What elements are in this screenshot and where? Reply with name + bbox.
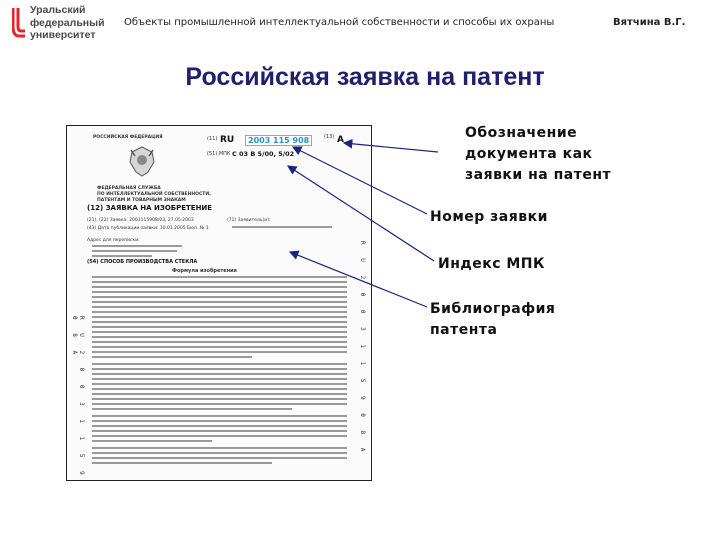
course-title: Объекты промышленной интеллектуальной собственности и способы их охраны — [124, 17, 555, 28]
agency-line-3: ПАТЕНТАМ И ТОВАРНЫМ ЗНАКАМ — [97, 198, 186, 203]
logo-line-3: университет — [30, 29, 96, 41]
document-type: (12) ЗАЯВКА НА ИЗОБРЕТЕНИЕ — [87, 204, 213, 212]
arrow-to-application-number — [293, 147, 427, 214]
kind-inid: (13) — [324, 134, 335, 140]
slide-title: Российская заявка на патент — [185, 63, 545, 91]
agency-line-2: ПО ИНТЕЛЛЕКТУАЛЬНОЙ СОБСТВЕННОСТИ, — [97, 192, 211, 197]
label-bibliography-line-1: Библиография — [430, 301, 556, 317]
author-name: Вятчина В.Г. — [613, 17, 686, 28]
label-designation-line-2: документа как — [465, 146, 593, 162]
publication-line: (43) Дата публикации заявки: 10.01.2005 Бюл. № 1 — [87, 226, 209, 231]
logo-line-2: федеральный — [30, 16, 105, 29]
country-code: RU — [220, 135, 235, 145]
label-ipc-index: Индекс МПК — [438, 256, 545, 272]
claims-header: Формула изобретения — [172, 268, 237, 274]
applicant-label: (71) Заявитель(и): — [227, 218, 271, 223]
ipc-index: C 03 B 5/00, 5/02 — [232, 150, 295, 158]
ipc-inid: (51) МПК — [207, 151, 231, 157]
label-bibliography-line-2: патента — [430, 322, 498, 338]
label-designation-line-3: заявки на патент — [465, 167, 612, 183]
label-designation-line-1: Обозначение — [465, 125, 578, 141]
logo-line-1: Уральский — [30, 4, 86, 16]
invention-title: (54) СПОСОБ ПРОИЗВОДСТВА СТЕКЛА — [87, 259, 198, 265]
application-line: (21), (22) Заявка: 2003115908/03, 27.05.2003 — [87, 218, 194, 223]
address-label: Адрес для переписки: — [87, 238, 140, 243]
left-margin-code: R U 2 0 0 3 1 1 5 9 0 8 A — [71, 316, 85, 480]
application-number: 2003 115 908 — [245, 135, 312, 146]
right-margin-code: R U 2 0 0 3 1 1 5 9 0 8 A — [359, 241, 366, 457]
arrow-to-ipc-index — [288, 166, 434, 261]
kind-code: A — [337, 135, 344, 145]
agency-line-1: ФЕДЕРАЛЬНАЯ СЛУЖБА — [97, 186, 161, 191]
office-name: РОССИЙСКАЯ ФЕДЕРАЦИЯ — [93, 135, 163, 140]
arrow-to-kind-code — [344, 143, 438, 152]
country-inid: (11) — [207, 136, 218, 142]
label-application-number: Номер заявки — [430, 209, 548, 225]
arrow-to-bibliography — [290, 252, 427, 307]
